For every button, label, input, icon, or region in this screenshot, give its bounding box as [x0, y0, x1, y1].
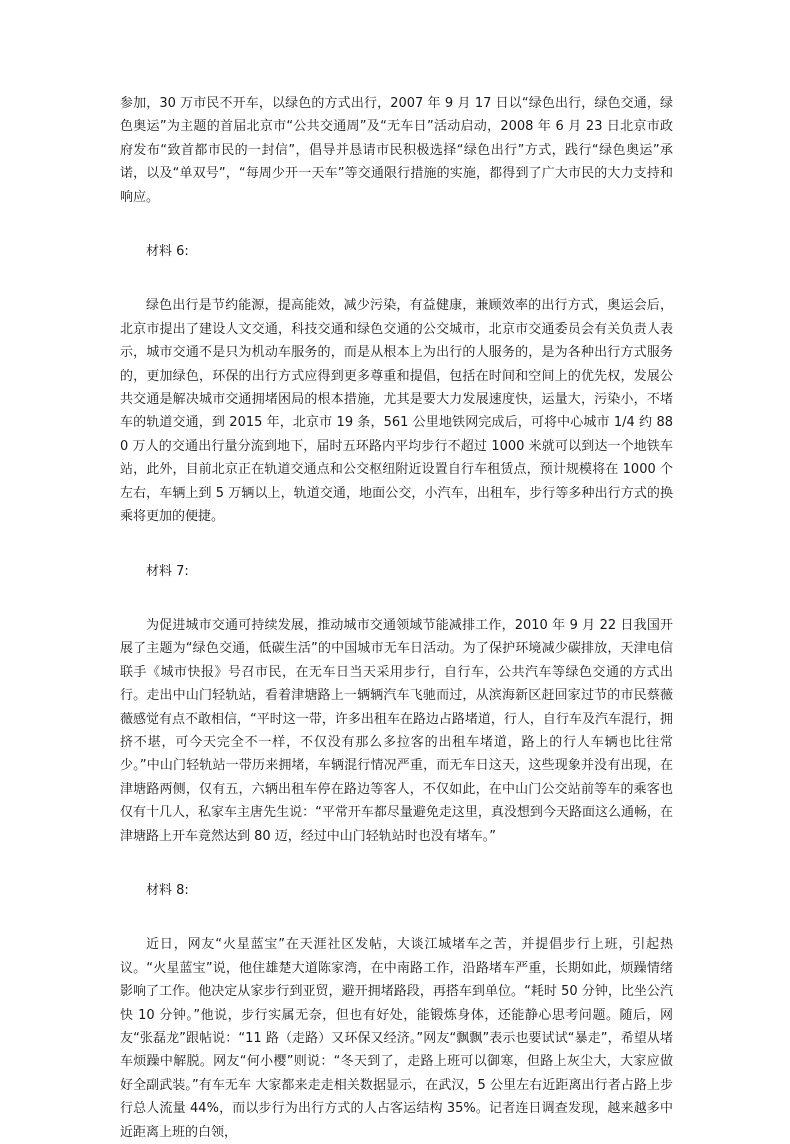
material-6-body: 绿色出行是节约能源，提高能效，减少污染，有益健康，兼顾效率的出行方式，奥运会后，北京市提出了建设人文交通，科技交通和绿色交通的公交城市，北京市交通委员会有关负责人表示，城市交通不是只为机动车服务的，而是从根本上为出行的人服务的，是为各种出行方式服务的，更加绿色，环保的出行方式应得到更多尊重和提倡，包括在时间和空间上的优先权，发展公共交通是解决城市交通拥堵困局的根本措施，尤其是要大力发展速度快，运量大，污染小，不堵车的轨道交通，到 2015 年，北京市 19 条，561 公里地铁网完成后，可将中心城市 1/4 约 880 万人的交通出行量分流到地下，届时五环路内平均步行不超过 1000 米就可以到达一个地铁车站，此外，目前北京正在轨道交通点和公交枢纽附近设置自行车租赁点，预计规模将在 1000 个左右，车辆上到 5 万辆以上，轨道交通，地面公交，小汽车，出租车，步行等多种出行方式的换乘将更加的便捷。: [120, 298, 673, 525]
spacer: [120, 902, 673, 933]
spacer: [120, 209, 673, 240]
material-8-body: 近日，网友“火星蓝宝”在天涯社区发帖，大谈江城堵车之苦，并提倡步行上班，引起热议。“火星蓝宝”说，他住雄楚大道陈家湾，在中南路工作，沿路堵车严重，长期如此，烦躁情绪影响了工作。他决定从家步行到亚贸，避开拥堵路段，再搭车到单位。“耗时 50 分钟，比坐公汽快 10 分钟。”他说，步行实属无奈，但也有好处，能锻炼身体，还能静心思考问题。随后，网友“张磊龙”跟帖说：“11 路（走路）又环保又经济。”网友“飘飘”表示也要试试“暴走”，希望从堵车烦躁中解脱。网友“何小樱”则说：“冬天到了，走路上班可以御寒，但路上灰尘大，大家应做好全副武装。”有车无车 大家都来走走相关数据显示，在武汉，5 公里左右近距离出行者占路上步行总人流量 44%，而以步行为出行方式的人占客运结构 35%。记者连日调查发现，越来越多中近距离上班的白领，: [120, 937, 673, 1140]
spacer: [120, 848, 673, 879]
material-8-heading: 材料 8:: [146, 882, 189, 898]
spacer: [120, 263, 673, 294]
material-6-heading: 材料 6:: [146, 244, 189, 260]
intro-paragraph: 参加，30 万市民不开车，以绿色的方式出行，2007 年 9 月 17 日以“绿色出行，绿色交通，绿色奥运”为主题的首届北京市“公共交通周”及“无车日”活动启动，2008 年 6 月 23 日北京市政府发布“致首都市民的一封信”，倡导并恳请市民积极选择“绿色出行”方式，践行“绿色奥运”承诺，以及“单双号”，“每周少开一天车”等交通限行措施的实施，都得到了广大市民的大力支持和响应。: [120, 96, 673, 205]
spacer: [120, 583, 673, 614]
material-7-body: 为促进城市交通可持续发展，推动城市交通领域节能减排工作，2010 年 9 月 22 日我国开展了主题为“绿色交通，低碳生活”的中国城市无车日活动。为了保护环境减少碳排放，天津电信联手《城市快报》号召市民，在无车日当天采用步行，自行车，公共汽车等绿色交通的方式出行。走出中山门轻轨站，看着津塘路上一辆辆汽车飞驰而过，从滨海新区赶回家过节的市民蔡薇薇感觉有点不敢相信，“平时这一带，许多出租车在路边占路堵道，行人，自行车及汽车混行，拥挤不堪，可今天完全不一样，不仅没有那么多拉客的出租车堵道，路上的行人车辆也比往常少。”中山门轻轨站一带历来拥堵，车辆混行情况严重，而无车日这天，这些现象并没有出现，在津塘路两侧，仅有五，六辆出租车停在路边等客人，不仅如此，在中山门公交站前等车的乘客也仅有十几人，私家车主唐先生说：“平常开车都尽量避免走这里，真没想到今天路面这么通畅，在津塘路上开车竟然达到 80 迈，经过中山门轻轨站时也没有堵车。”: [120, 617, 673, 844]
document-page: [120, 92, 673, 1144]
material-7-heading: 材料 7:: [146, 563, 189, 579]
spacer: [120, 529, 673, 560]
